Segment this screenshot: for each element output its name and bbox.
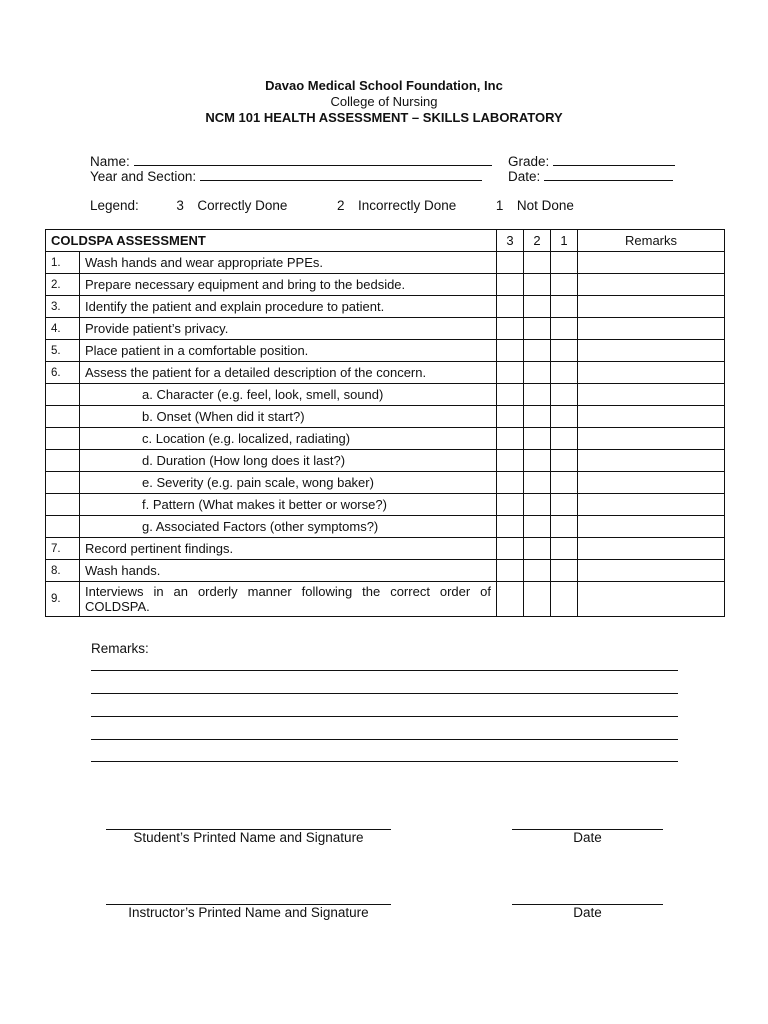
score-cell-2[interactable] — [524, 296, 551, 318]
score-header: 2 — [524, 230, 551, 252]
score-cell-3[interactable] — [497, 318, 524, 340]
student-signature-label: Student’s Printed Name and Signature — [133, 830, 364, 845]
org-name: Davao Medical School Foundation, Inc — [265, 78, 503, 93]
step-text: Provide patient’s privacy. — [80, 318, 497, 340]
score-cell-1[interactable] — [551, 406, 578, 428]
legend-score: 2 — [336, 198, 345, 213]
score-cell-3[interactable] — [497, 538, 524, 560]
step-number: 5. — [46, 340, 80, 362]
score-cell-1[interactable] — [551, 252, 578, 274]
course-title: NCM 101 HEALTH ASSESSMENT – SKILLS LABORATORY — [205, 110, 563, 125]
name-line — [134, 153, 492, 166]
remarks-cell[interactable] — [578, 384, 725, 406]
step-text: Assess the patient for a detailed description of the concern. — [80, 362, 497, 384]
grade-label: Grade: — [508, 154, 550, 169]
year-section-field[interactable] — [90, 168, 482, 184]
score-cell-1[interactable] — [551, 296, 578, 318]
year-section-label: Year and Section: — [90, 169, 197, 184]
step-number — [46, 406, 80, 428]
score-cell-3[interactable] — [497, 406, 524, 428]
student-date-label: Date — [573, 830, 602, 845]
remarks-label: Remarks: — [91, 641, 149, 656]
remarks-line[interactable] — [91, 670, 678, 671]
instructor-date-label: Date — [573, 905, 602, 920]
step-number — [46, 516, 80, 538]
score-cell-2[interactable] — [524, 472, 551, 494]
step-number — [46, 428, 80, 450]
remarks-header: Remarks — [578, 230, 725, 252]
step-text: f. Pattern (What makes it better or worse?) — [80, 494, 497, 516]
step-text: g. Associated Factors (other symptoms?) — [80, 516, 497, 538]
step-number: 3. — [46, 296, 80, 318]
table-row — [46, 582, 725, 617]
score-cell-1[interactable] — [551, 450, 578, 472]
score-cell-3[interactable] — [497, 582, 524, 617]
score-cell-2[interactable] — [524, 560, 551, 582]
remarks-cell[interactable] — [578, 406, 725, 428]
score-cell-1[interactable] — [551, 318, 578, 340]
score-cell-2[interactable] — [524, 318, 551, 340]
remarks-cell[interactable] — [578, 560, 725, 582]
step-number — [46, 494, 80, 516]
table-row — [46, 340, 725, 362]
score-header: 3 — [497, 230, 524, 252]
score-cell-2[interactable] — [524, 516, 551, 538]
score-cell-3[interactable] — [497, 494, 524, 516]
remarks-line[interactable] — [91, 739, 678, 740]
legend — [90, 198, 574, 213]
score-cell-1[interactable] — [551, 274, 578, 296]
remarks-cell[interactable] — [578, 516, 725, 538]
remarks-cell[interactable] — [578, 340, 725, 362]
date-line — [544, 168, 673, 181]
score-cell-1[interactable] — [551, 384, 578, 406]
score-cell-3[interactable] — [497, 384, 524, 406]
step-number — [46, 450, 80, 472]
score-cell-3[interactable] — [497, 296, 524, 318]
step-text: Wash hands. — [80, 560, 497, 582]
table-header-row — [46, 230, 725, 252]
table-row — [46, 318, 725, 340]
table-row — [46, 494, 725, 516]
step-text: b. Onset (When did it start?) — [80, 406, 497, 428]
remarks-cell[interactable] — [578, 538, 725, 560]
remarks-cell[interactable] — [578, 428, 725, 450]
score-cell-1[interactable] — [551, 582, 578, 617]
score-cell-1[interactable] — [551, 340, 578, 362]
score-cell-3[interactable] — [497, 450, 524, 472]
score-cell-2[interactable] — [524, 384, 551, 406]
table-row — [46, 384, 725, 406]
score-cell-1[interactable] — [551, 538, 578, 560]
score-cell-3[interactable] — [497, 252, 524, 274]
score-cell-2[interactable] — [524, 406, 551, 428]
remarks-cell[interactable] — [578, 362, 725, 384]
score-cell-2[interactable] — [524, 538, 551, 560]
remarks-cell[interactable] — [578, 494, 725, 516]
score-cell-2[interactable] — [524, 428, 551, 450]
remarks-cell[interactable] — [578, 582, 725, 617]
score-cell-1[interactable] — [551, 472, 578, 494]
score-cell-3[interactable] — [497, 516, 524, 538]
step-number: 7. — [46, 538, 80, 560]
step-number — [46, 472, 80, 494]
remarks-cell[interactable] — [578, 450, 725, 472]
instructor-signature-label: Instructor’s Printed Name and Signature — [128, 905, 369, 920]
step-text: e. Severity (e.g. pain scale, wong baker) — [80, 472, 497, 494]
score-cell-2[interactable] — [524, 274, 551, 296]
legend-label: Legend: — [90, 198, 139, 213]
score-cell-2[interactable] — [524, 582, 551, 617]
college-name: College of Nursing — [330, 94, 438, 109]
step-text: Prepare necessary equipment and bring to the bedside. — [80, 274, 497, 296]
remarks-line[interactable] — [91, 761, 678, 762]
score-cell-1[interactable] — [551, 428, 578, 450]
table-row — [46, 450, 725, 472]
score-cell-2[interactable] — [524, 494, 551, 516]
grade-field[interactable] — [508, 153, 675, 169]
score-cell-1[interactable] — [551, 560, 578, 582]
legend-score: 3 — [176, 198, 184, 213]
table-row — [46, 428, 725, 450]
table-row — [46, 472, 725, 494]
score-cell-1[interactable] — [551, 362, 578, 384]
name-label: Name: — [90, 154, 130, 169]
table-row — [46, 296, 725, 318]
step-text: Place patient in a comfortable position. — [80, 340, 497, 362]
date-label: Date: — [508, 169, 541, 184]
table-row — [46, 516, 725, 538]
step-number: 8. — [46, 560, 80, 582]
step-number: 2. — [46, 274, 80, 296]
table-row — [46, 362, 725, 384]
year-section-line — [200, 168, 482, 181]
step-text: Record pertinent findings. — [80, 538, 497, 560]
step-text: c. Location (e.g. localized, radiating) — [80, 428, 497, 450]
step-text: d. Duration (How long does it last?) — [80, 450, 497, 472]
table-row — [46, 406, 725, 428]
step-number — [46, 384, 80, 406]
score-header: 1 — [551, 230, 578, 252]
document-header — [0, 78, 768, 126]
score-cell-3[interactable] — [497, 274, 524, 296]
score-cell-1[interactable] — [551, 516, 578, 538]
score-cell-3[interactable] — [497, 472, 524, 494]
step-number: 1. — [46, 252, 80, 274]
legend-text: Correctly Done — [197, 198, 288, 213]
table-row — [46, 252, 725, 274]
table-title: COLDSPA ASSESSMENT — [46, 230, 497, 252]
score-cell-2[interactable] — [524, 362, 551, 384]
step-number: 4. — [46, 318, 80, 340]
score-cell-2[interactable] — [524, 450, 551, 472]
step-text: Interviews in an orderly manner following the correct order of COLDSPA. — [80, 582, 497, 617]
legend-text: Not Done — [516, 198, 574, 213]
remarks-line[interactable] — [91, 716, 678, 717]
score-cell-2[interactable] — [524, 252, 551, 274]
remarks-line[interactable] — [91, 693, 678, 694]
name-field[interactable] — [90, 153, 492, 169]
score-cell-3[interactable] — [497, 560, 524, 582]
coldspa-table — [45, 229, 725, 617]
score-cell-3[interactable] — [497, 428, 524, 450]
score-cell-2[interactable] — [524, 340, 551, 362]
date-field[interactable] — [508, 168, 673, 184]
step-number: 9. — [46, 582, 80, 617]
table-row — [46, 538, 725, 560]
score-cell-1[interactable] — [551, 494, 578, 516]
remarks-cell[interactable] — [578, 472, 725, 494]
remarks-cell[interactable] — [578, 274, 725, 296]
step-text: Identify the patient and explain procedure to patient. — [80, 296, 497, 318]
remarks-cell[interactable] — [578, 252, 725, 274]
remarks-cell[interactable] — [578, 296, 725, 318]
legend-score: 1 — [495, 198, 504, 213]
table-row — [46, 560, 725, 582]
step-text: a. Character (e.g. feel, look, smell, sound) — [80, 384, 497, 406]
score-cell-3[interactable] — [497, 340, 524, 362]
remarks-cell[interactable] — [578, 318, 725, 340]
score-cell-3[interactable] — [497, 362, 524, 384]
legend-text: Incorrectly Done — [358, 198, 457, 213]
step-number: 6. — [46, 362, 80, 384]
table-row — [46, 274, 725, 296]
grade-line — [553, 153, 675, 166]
step-text: Wash hands and wear appropriate PPEs. — [80, 252, 497, 274]
